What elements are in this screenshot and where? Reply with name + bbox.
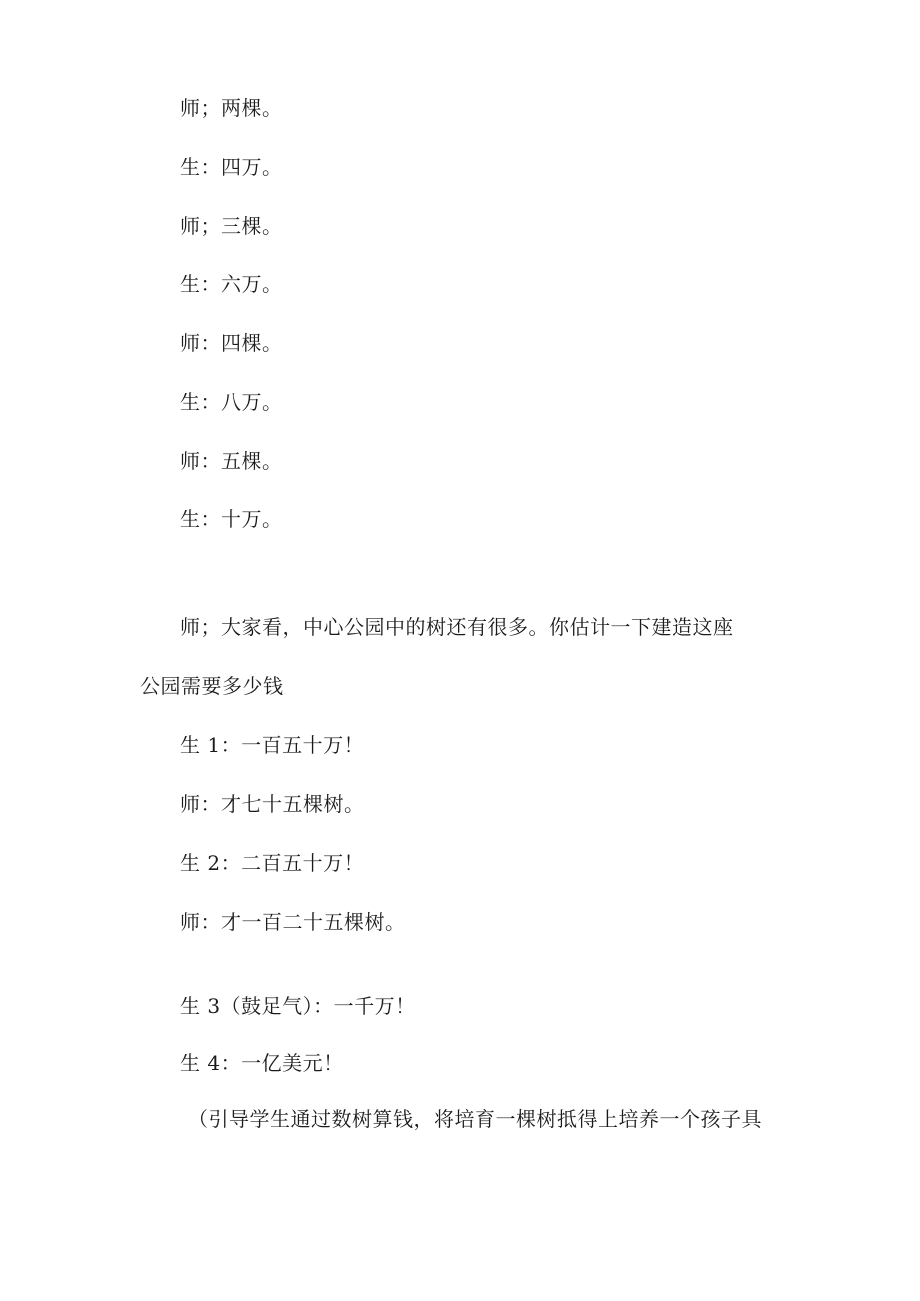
paragraph-line: 师；大家看，中心公园中的树还有很多。你估计一下建造这座 <box>180 615 734 639</box>
dialogue-line-teacher: 师；两棵。 <box>180 96 283 120</box>
dialogue-line-student: 生 1：一百五十万！ <box>180 733 365 757</box>
dialogue-line-student: 生：四万。 <box>180 155 283 179</box>
narration-line: （引导学生通过数树算钱，将培育一棵树抵得上培养一个孩子具 <box>188 1107 762 1131</box>
dialogue-line-student: 生 2：二百五十万！ <box>180 851 365 875</box>
dialogue-line-student: 生 4：一亿美元！ <box>180 1051 344 1075</box>
paragraph-line-continuation: 公园需要多少钱 <box>140 674 284 698</box>
dialogue-line-student: 生：八万。 <box>180 390 283 414</box>
dialogue-line-teacher: 师：四棵。 <box>180 331 283 355</box>
dialogue-line-teacher: 师：五棵。 <box>180 449 283 473</box>
dialogue-line-teacher: 师；三棵。 <box>180 214 283 238</box>
dialogue-line-student: 生：六万。 <box>180 272 283 296</box>
dialogue-line-student: 生 3（鼓足气）：一千万！ <box>180 994 416 1018</box>
dialogue-line-student: 生：十万。 <box>180 507 283 531</box>
dialogue-line-teacher: 师：才一百二十五棵树。 <box>180 910 406 934</box>
dialogue-line-teacher: 师：才七十五棵树。 <box>180 792 365 816</box>
